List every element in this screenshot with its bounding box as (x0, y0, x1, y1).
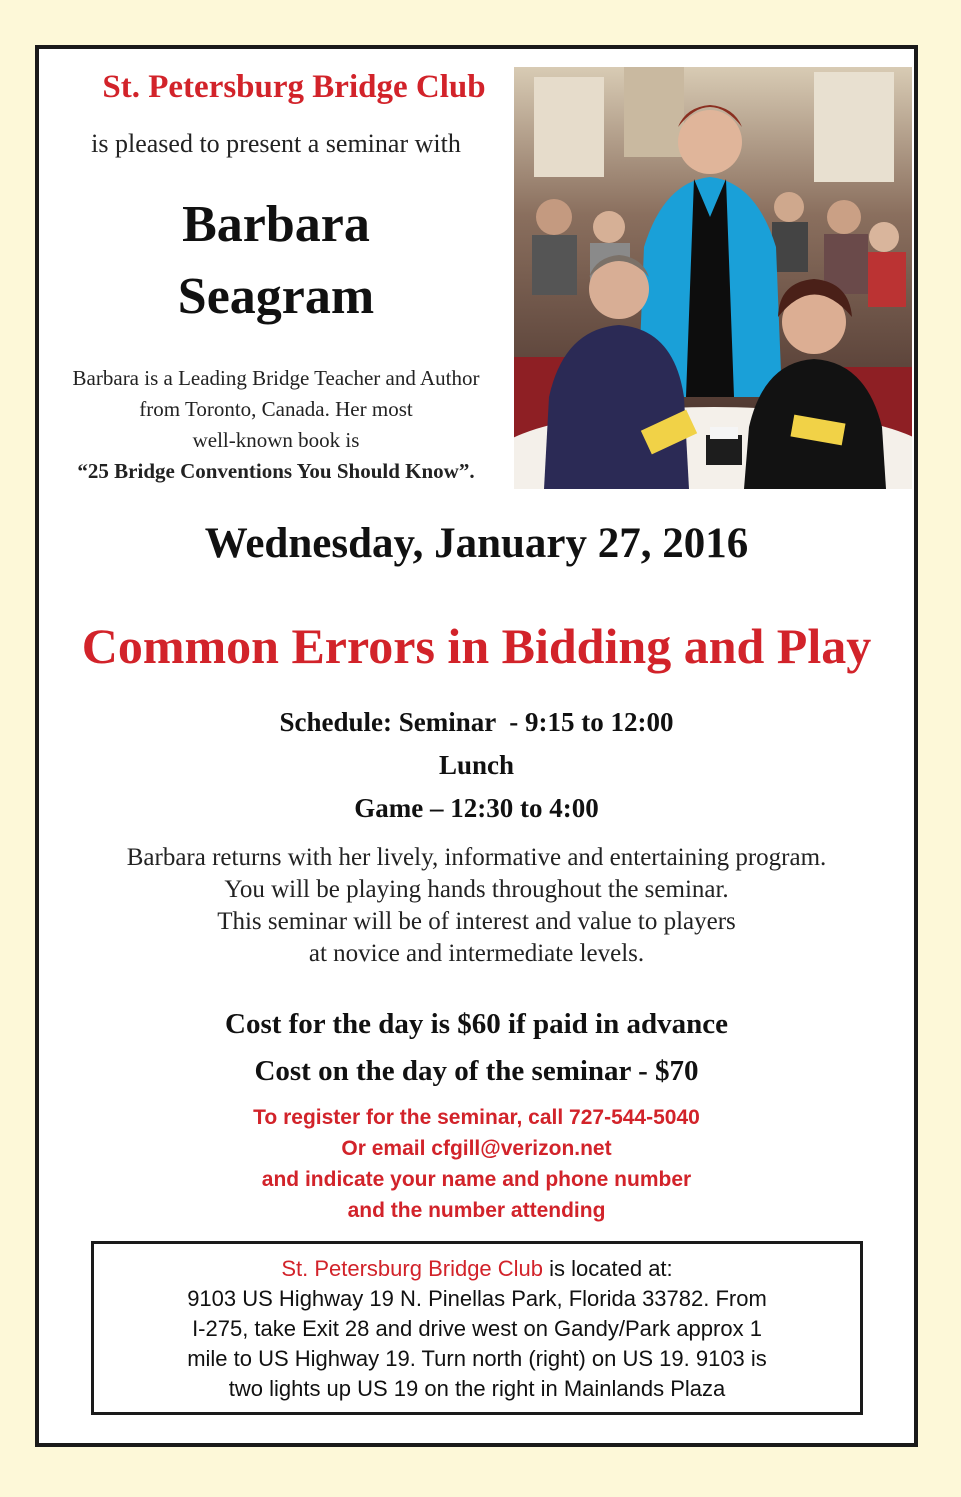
bio-line: Barbara is a Leading Bridge Teacher and Author (72, 366, 480, 390)
cost-advance: Cost for the day is $60 if paid in advance (225, 1008, 728, 1040)
present-line: is pleased to present a seminar with (91, 129, 461, 158)
register-phone: To register for the seminar, call 727-544-5040 (253, 1106, 700, 1129)
speaker-name (39, 189, 513, 333)
description-line: at novice and intermediate levels. (308, 940, 645, 967)
schedule-seminar: Schedule: Seminar - 9:15 to 12:00 (279, 707, 674, 737)
bio-line: from Toronto, Canada. Her most (139, 397, 413, 421)
club-title: St. Petersburg Bridge Club (102, 69, 486, 105)
speaker-last-name: Seagram (177, 268, 375, 325)
register-email: Or email cfgill@verizon.net (341, 1137, 612, 1160)
location-line: two lights up US 19 on the right in Mainlands Plaza (228, 1376, 726, 1401)
schedule-lunch: Lunch (438, 750, 515, 780)
seminar-photo-illustration (514, 67, 912, 489)
location-box (91, 1241, 863, 1415)
event-date: Wednesday, January 27, 2016 (204, 520, 749, 567)
register-instructions: and indicate your name and phone number (261, 1168, 692, 1191)
location-club-name: St. Petersburg Bridge Club (281, 1256, 544, 1281)
location-line: I-275, take Exit 28 and drive west on Gandy/Park approx 1 (192, 1316, 762, 1341)
schedule (39, 701, 914, 830)
speaker-bio (39, 363, 513, 487)
registration-info (39, 1102, 914, 1226)
bio-line: well-known book is (192, 428, 360, 452)
description-line: This seminar will be of interest and value to players (217, 908, 736, 935)
description-line: Barbara returns with her lively, informative and entertaining program. (126, 844, 827, 871)
seminar-topic: Common Errors in Bidding and Play (81, 618, 872, 674)
seminar-photo (514, 67, 912, 489)
cost-day-of: Cost on the day of the seminar - $70 (254, 1055, 699, 1087)
seminar-description (39, 842, 914, 970)
register-instructions: and the number attending (347, 1199, 606, 1222)
cost-info (39, 1001, 914, 1095)
location-heading (94, 1254, 860, 1284)
location-line: mile to US Highway 19. Turn north (right) on US 19. 9103 is (187, 1346, 767, 1371)
location-line: 9103 US Highway 19 N. Pinellas Park, Florida 33782. From (187, 1286, 767, 1311)
speaker-first-name: Barbara (182, 196, 370, 253)
book-title: “25 Bridge Conventions You Should Know”. (77, 459, 475, 483)
description-line: You will be playing hands throughout the seminar. (224, 876, 729, 903)
flyer-frame (35, 45, 918, 1447)
schedule-game: Game – 12:30 to 4:00 (354, 793, 599, 823)
location-intro: is located at: (543, 1256, 673, 1281)
